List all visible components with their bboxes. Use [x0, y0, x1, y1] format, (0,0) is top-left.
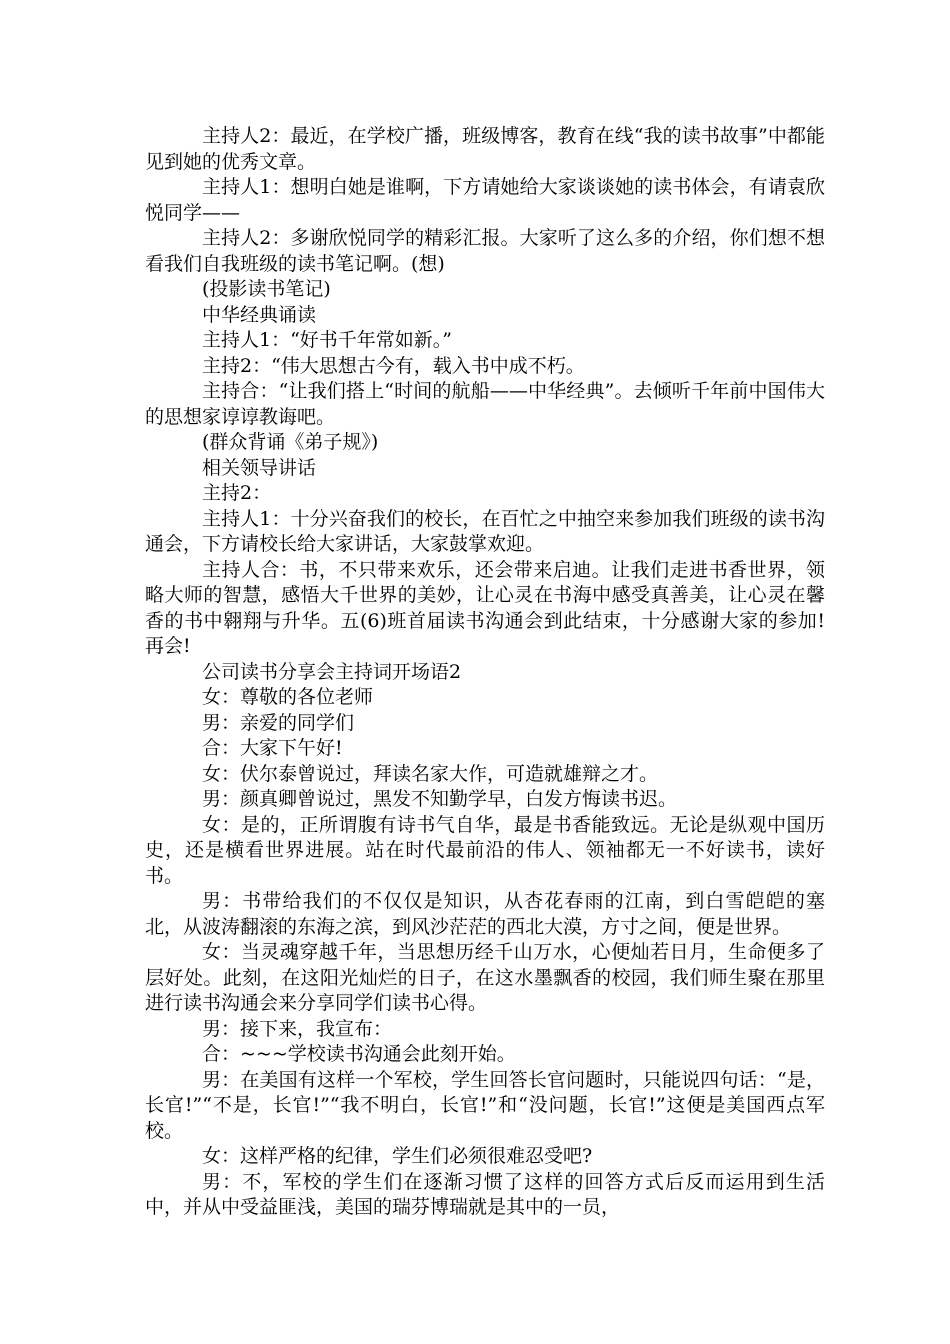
- paragraph-male-benefit: 男：不，军校的学生们在逐渐习惯了这样的回答方式后反而运用到生活中，并从中受益匪浅，美国的瑞芬博瑞就是其中的一员，: [145, 1170, 825, 1218]
- paragraph-host2-thanks: 主持人2：多谢欣悦同学的精彩汇报。大家听了这么多的介绍，你们想不想看我们自我班级的读书笔记啊。(想): [145, 227, 825, 275]
- paragraph-female-soul: 女：当灵魂穿越千年，当思想历经千山万水，心便灿若日月，生命便多了层好处。此刻，在这阳光灿烂的日子，在这水墨飘香的校园，我们师生聚在那里进行读书沟通会来分享同学们读书心得。: [145, 941, 825, 1014]
- paragraph-together-greeting: 合：大家下午好!: [202, 737, 343, 759]
- paragraph-stage-direction-recite: (群众背诵《弟子规》): [202, 431, 379, 453]
- paragraph-stage-direction-notes: (投影读书笔记): [202, 278, 331, 300]
- paragraph-hosts-together: 主持合：“让我们搭上“时间的航船——中华经典”。去倾听千年前中国伟大的思想家谆谆教诲吧。: [145, 380, 825, 428]
- paragraph-male-yan-zhenqing: 男：颜真卿曾说过，黑发不知勤学早，白发方悔读书迟。: [202, 788, 678, 810]
- paragraph-hosts-closing: 主持人合：书，不只带来欢乐，还会带来启迪。让我们走进书香世界，领略大师的智慧，感悟大千世界的美妙，让心灵在书海中感受真善美，让心灵在馨香的书中翱翔与升华。五(6)班首届读书沟通会到此结束，十分感谢大家的参加!再会!: [145, 558, 825, 657]
- paragraph-male-announce: 男：接下来，我宣布：: [202, 1017, 393, 1040]
- paragraph-male-world: 男：书带给我们的不仅仅是知识，从杏花春雨的江南，到白雪皑皑的塞北，从波涛翻滚的东海之滨，到风沙茫茫的西北大漠，方寸之间，便是世界。: [145, 890, 825, 938]
- document-body: [145, 124, 825, 1221]
- paragraph-together-start: 合：~~~学校读书沟通会此刻开始。: [202, 1043, 516, 1065]
- paragraph-female-greeting: 女：尊敬的各位老师: [202, 686, 374, 708]
- paragraph-male-west-point: 男：在美国有这样一个军校，学生回答长官问题时，只能说四句话：“是，长官!”“不是，长官!”“我不明白，长官!”和“没问题，长官!”这便是美国西点军校。: [145, 1068, 825, 1142]
- paragraph-host2-intro: 主持人2：最近，在学校广播，班级博客，教育在线“我的读书故事”中都能见到她的优秀文章。: [145, 125, 825, 173]
- section-heading-opening-2: 公司读书分享会主持词开场语2: [202, 660, 462, 683]
- paragraph-host1-invite: 主持人1：想明白她是谁啊，下方请她给大家谈谈她的读书体会，有请袁欣悦同学——: [145, 176, 825, 224]
- paragraph-host2-label: 主持2：: [202, 482, 272, 504]
- section-heading-leader-speech: 相关领导讲话: [202, 456, 317, 479]
- section-heading-classics: 中华经典诵读: [202, 303, 317, 326]
- paragraph-host1-principal: 主持人1：十分兴奋我们的校长，在百忙之中抽空来参加我们班级的读书沟通会，下方请校长给大家讲话，大家鼓掌欢迎。: [145, 507, 825, 555]
- paragraph-host1-quote: 主持人1：“好书千年常如新。”: [202, 329, 453, 351]
- paragraph-female-discipline: 女：这样严格的纪律，学生们必须很难忍受吧?: [202, 1145, 593, 1167]
- paragraph-female-voltaire: 女：伏尔泰曾说过，拜读名家大作，可造就雄辩之才。: [202, 762, 659, 785]
- paragraph-male-greeting: 男：亲爱的同学们: [202, 711, 355, 734]
- paragraph-female-history: 女：是的，正所谓腹有诗书气自华，最是书香能致远。无论是纵观中国历史，还是横看世界进展。站在时代最前沿的伟人、领袖都无一不好读书，读好书。: [145, 813, 825, 887]
- paragraph-host2-quote: 主持2：“伟大思想古今有，载入书中成不朽。: [202, 354, 585, 377]
